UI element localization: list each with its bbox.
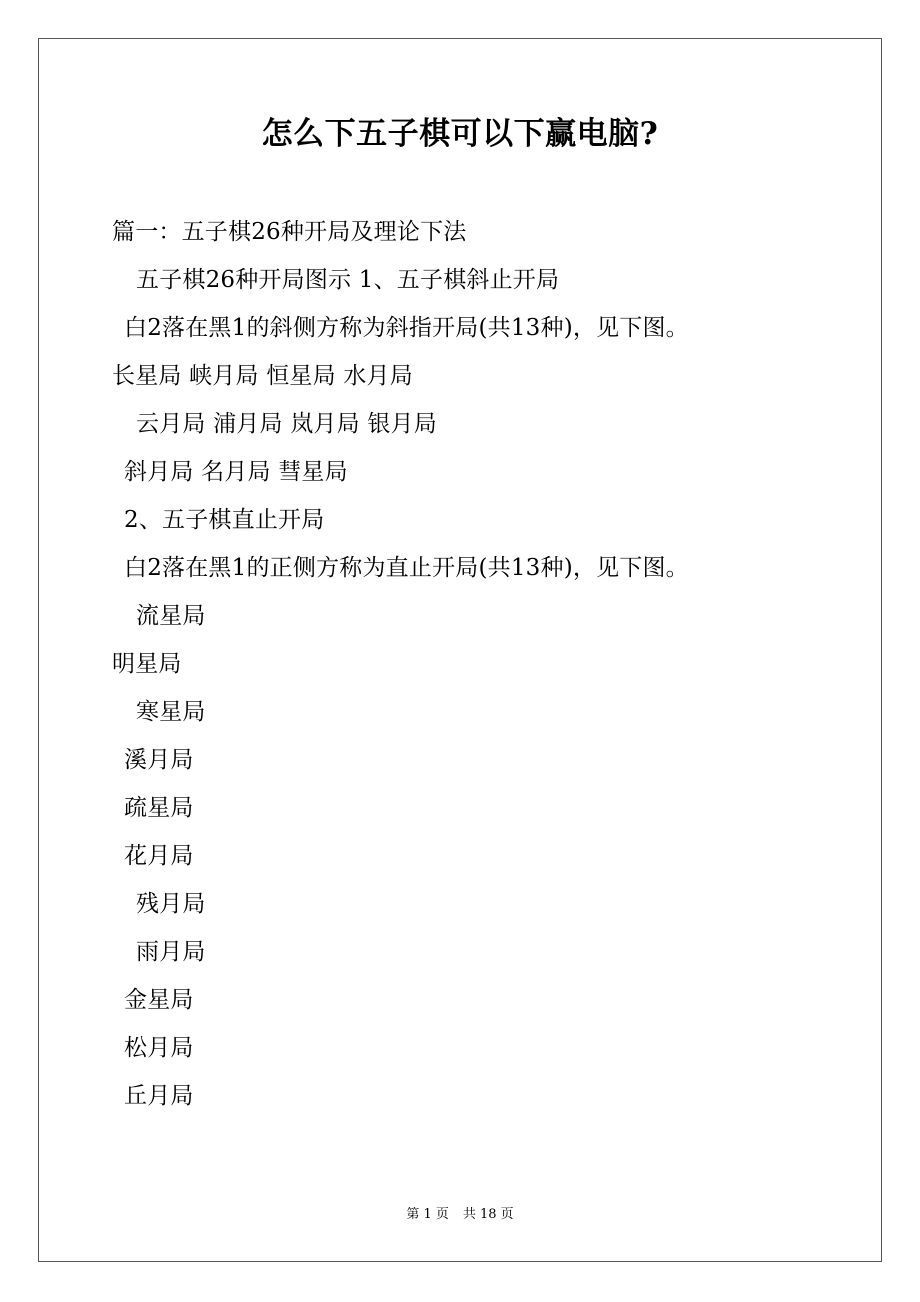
text-line: 云月局 浦月局 岚月局 银月局 [136,411,437,437]
section-heading: 篇一：五子棋26种开局及理论下法 [112,219,467,245]
document-title: 怎么下五子棋可以下赢电脑? [261,116,659,152]
text-line: 长星局 峡月局 恒星局 水月局 [112,363,413,389]
text-line: 溪月局 [124,747,194,773]
text-line: 松月局 [124,1035,194,1061]
text-line: 斜月局 名月局 彗星局 [124,459,348,485]
text-line: 五子棋26种开局图示 1、五子棋斜止开局 [136,267,560,293]
text-line: 寒星局 [136,699,206,725]
page-footer [0,1206,920,1224]
page-number: 第 1 页 [406,1207,449,1222]
text-line: 花月局 [124,843,194,869]
text-line: 疏星局 [124,795,194,821]
text-line: 雨月局 [136,939,206,965]
text-line: 白2落在黑1的正侧方称为直止开局(共13种)，见下图。 [124,555,689,581]
text-line: 残月局 [136,891,206,917]
text-line: 金星局 [124,987,194,1013]
text-line: 流星局 [136,603,206,629]
text-line: 2、五子棋直止开局 [124,507,325,533]
page-total: 共 18 页 [462,1207,514,1222]
text-line: 丘月局 [124,1083,194,1109]
text-line: 明星局 [112,651,182,677]
text-line: 白2落在黑1的斜侧方称为斜指开局(共13种)，见下图。 [124,315,689,341]
